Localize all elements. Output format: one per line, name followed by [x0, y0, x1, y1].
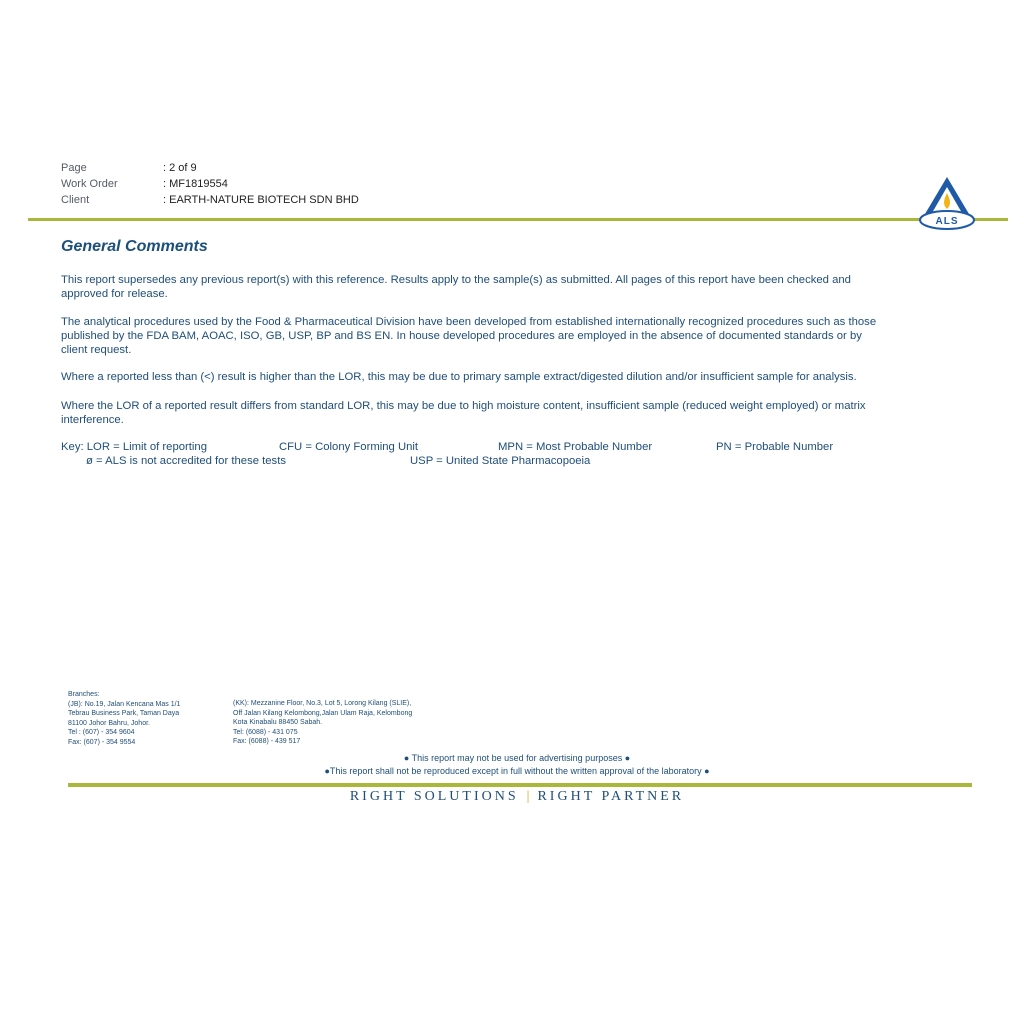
paragraph-line: approved for release.: [61, 288, 168, 300]
page-value: 2 of 9: [169, 162, 197, 174]
branch-line: 81100 Johor Bahru, Johor.: [68, 719, 150, 727]
comment-paragraph-2: [61, 315, 951, 357]
key-usp: USP = United State Pharmacopoeia: [410, 455, 591, 467]
als-logo-icon: [918, 175, 976, 231]
page-label: Page: [61, 162, 87, 174]
meta-client-row: [61, 192, 359, 208]
comment-paragraph-3: [61, 370, 951, 384]
comment-paragraph-1: [61, 273, 951, 301]
section-title: General Comments: [61, 238, 208, 255]
footer-tagline: [0, 789, 1024, 805]
branch-line: Tel : (607) - 354 9604: [68, 729, 135, 736]
branches-heading: Branches:: [68, 691, 100, 698]
key-legend: [61, 440, 961, 468]
footer-note-advertising: ● This report may not be used for advertising purposes ●: [403, 753, 631, 763]
key-phi: ø = ALS is not accredited for these tests: [86, 455, 286, 467]
client-label: Client: [61, 194, 90, 206]
paragraph-line: client request.: [61, 344, 132, 356]
branch-line: Fax: (6088) - 439 517: [233, 738, 301, 745]
meta-page-row: [61, 160, 359, 176]
comment-paragraph-4: [61, 399, 951, 427]
report-meta: [61, 160, 359, 208]
paragraph-line: This report supersedes any previous report(s) with this reference. Results apply to the sample(s) as submitted. All pages of this report have been checked and: [61, 274, 851, 286]
paragraph-line: Where a reported less than (<) result is higher than the LOR, this may be due to primary sample extract/digested dilution and/or insufficient sample for analysis.: [61, 371, 857, 383]
paragraph-line: published by the FDA BAM, AOAC, ISO, GB, USP, BP and BS EN. In house developed procedures are employed in the absence of documented standards or by: [61, 330, 862, 342]
key-pn: PN = Probable Number: [716, 441, 834, 453]
branch-line: Fax: (607) - 354 9554: [68, 738, 136, 746]
branch-line: Kota Kinabalu 88450 Sabah.: [233, 719, 323, 726]
tagline-right: RIGHT PARTNER: [537, 789, 685, 804]
branch-line: Off Jalan Kilang Kelombong,Jalan Ulam Raja, Kelombong: [233, 709, 413, 717]
branch-line: (KK): Mezzanine Floor, No.3, Lot 5, Lorong Kilang (SLIE),: [233, 700, 412, 707]
header-divider: [28, 218, 1008, 221]
branch-line: (JB): No.19, Jalan Kencana Mas 1/1: [68, 700, 181, 708]
branches-jb: [68, 690, 180, 747]
work-order-label: Work Order: [61, 178, 118, 190]
meta-work-order-row: [61, 176, 359, 192]
branch-line: Tebrau Business Park, Taman Daya: [68, 710, 180, 717]
paragraph-line: interference.: [61, 414, 124, 426]
client-colon: :: [163, 194, 167, 206]
client-value: EARTH-NATURE BIOTECH SDN BHD: [169, 194, 359, 206]
footer-note-reproduction: ●This report shall not be reproduced except in full without the written approval of the laboratory ●: [324, 766, 710, 776]
paragraph-line: The analytical procedures used by the Food & Pharmaceutical Division have been developed from established internationally recognized procedures such as those: [61, 316, 877, 328]
logo-text: ALS: [935, 216, 959, 227]
branch-line: Tel: (6088) - 431 075: [233, 728, 298, 736]
page-colon: :: [163, 162, 167, 174]
work-order-value: MF1819554: [169, 178, 228, 190]
branches-kk: [233, 699, 412, 747]
work-order-colon: :: [163, 178, 167, 190]
key-mpn: MPN = Most Probable Number: [498, 441, 653, 453]
paragraph-line: Where the LOR of a reported result differs from standard LOR, this may be due to high moisture content, insufficient sample (reduced weight employed) or matrix: [61, 400, 866, 412]
tagline-separator: |: [526, 789, 530, 804]
key-lor: Key: LOR = Limit of reporting: [61, 441, 207, 453]
footer-divider: [68, 783, 972, 787]
key-cfu: CFU = Colony Forming Unit: [279, 441, 419, 453]
tagline-left: RIGHT SOLUTIONS: [349, 789, 519, 804]
